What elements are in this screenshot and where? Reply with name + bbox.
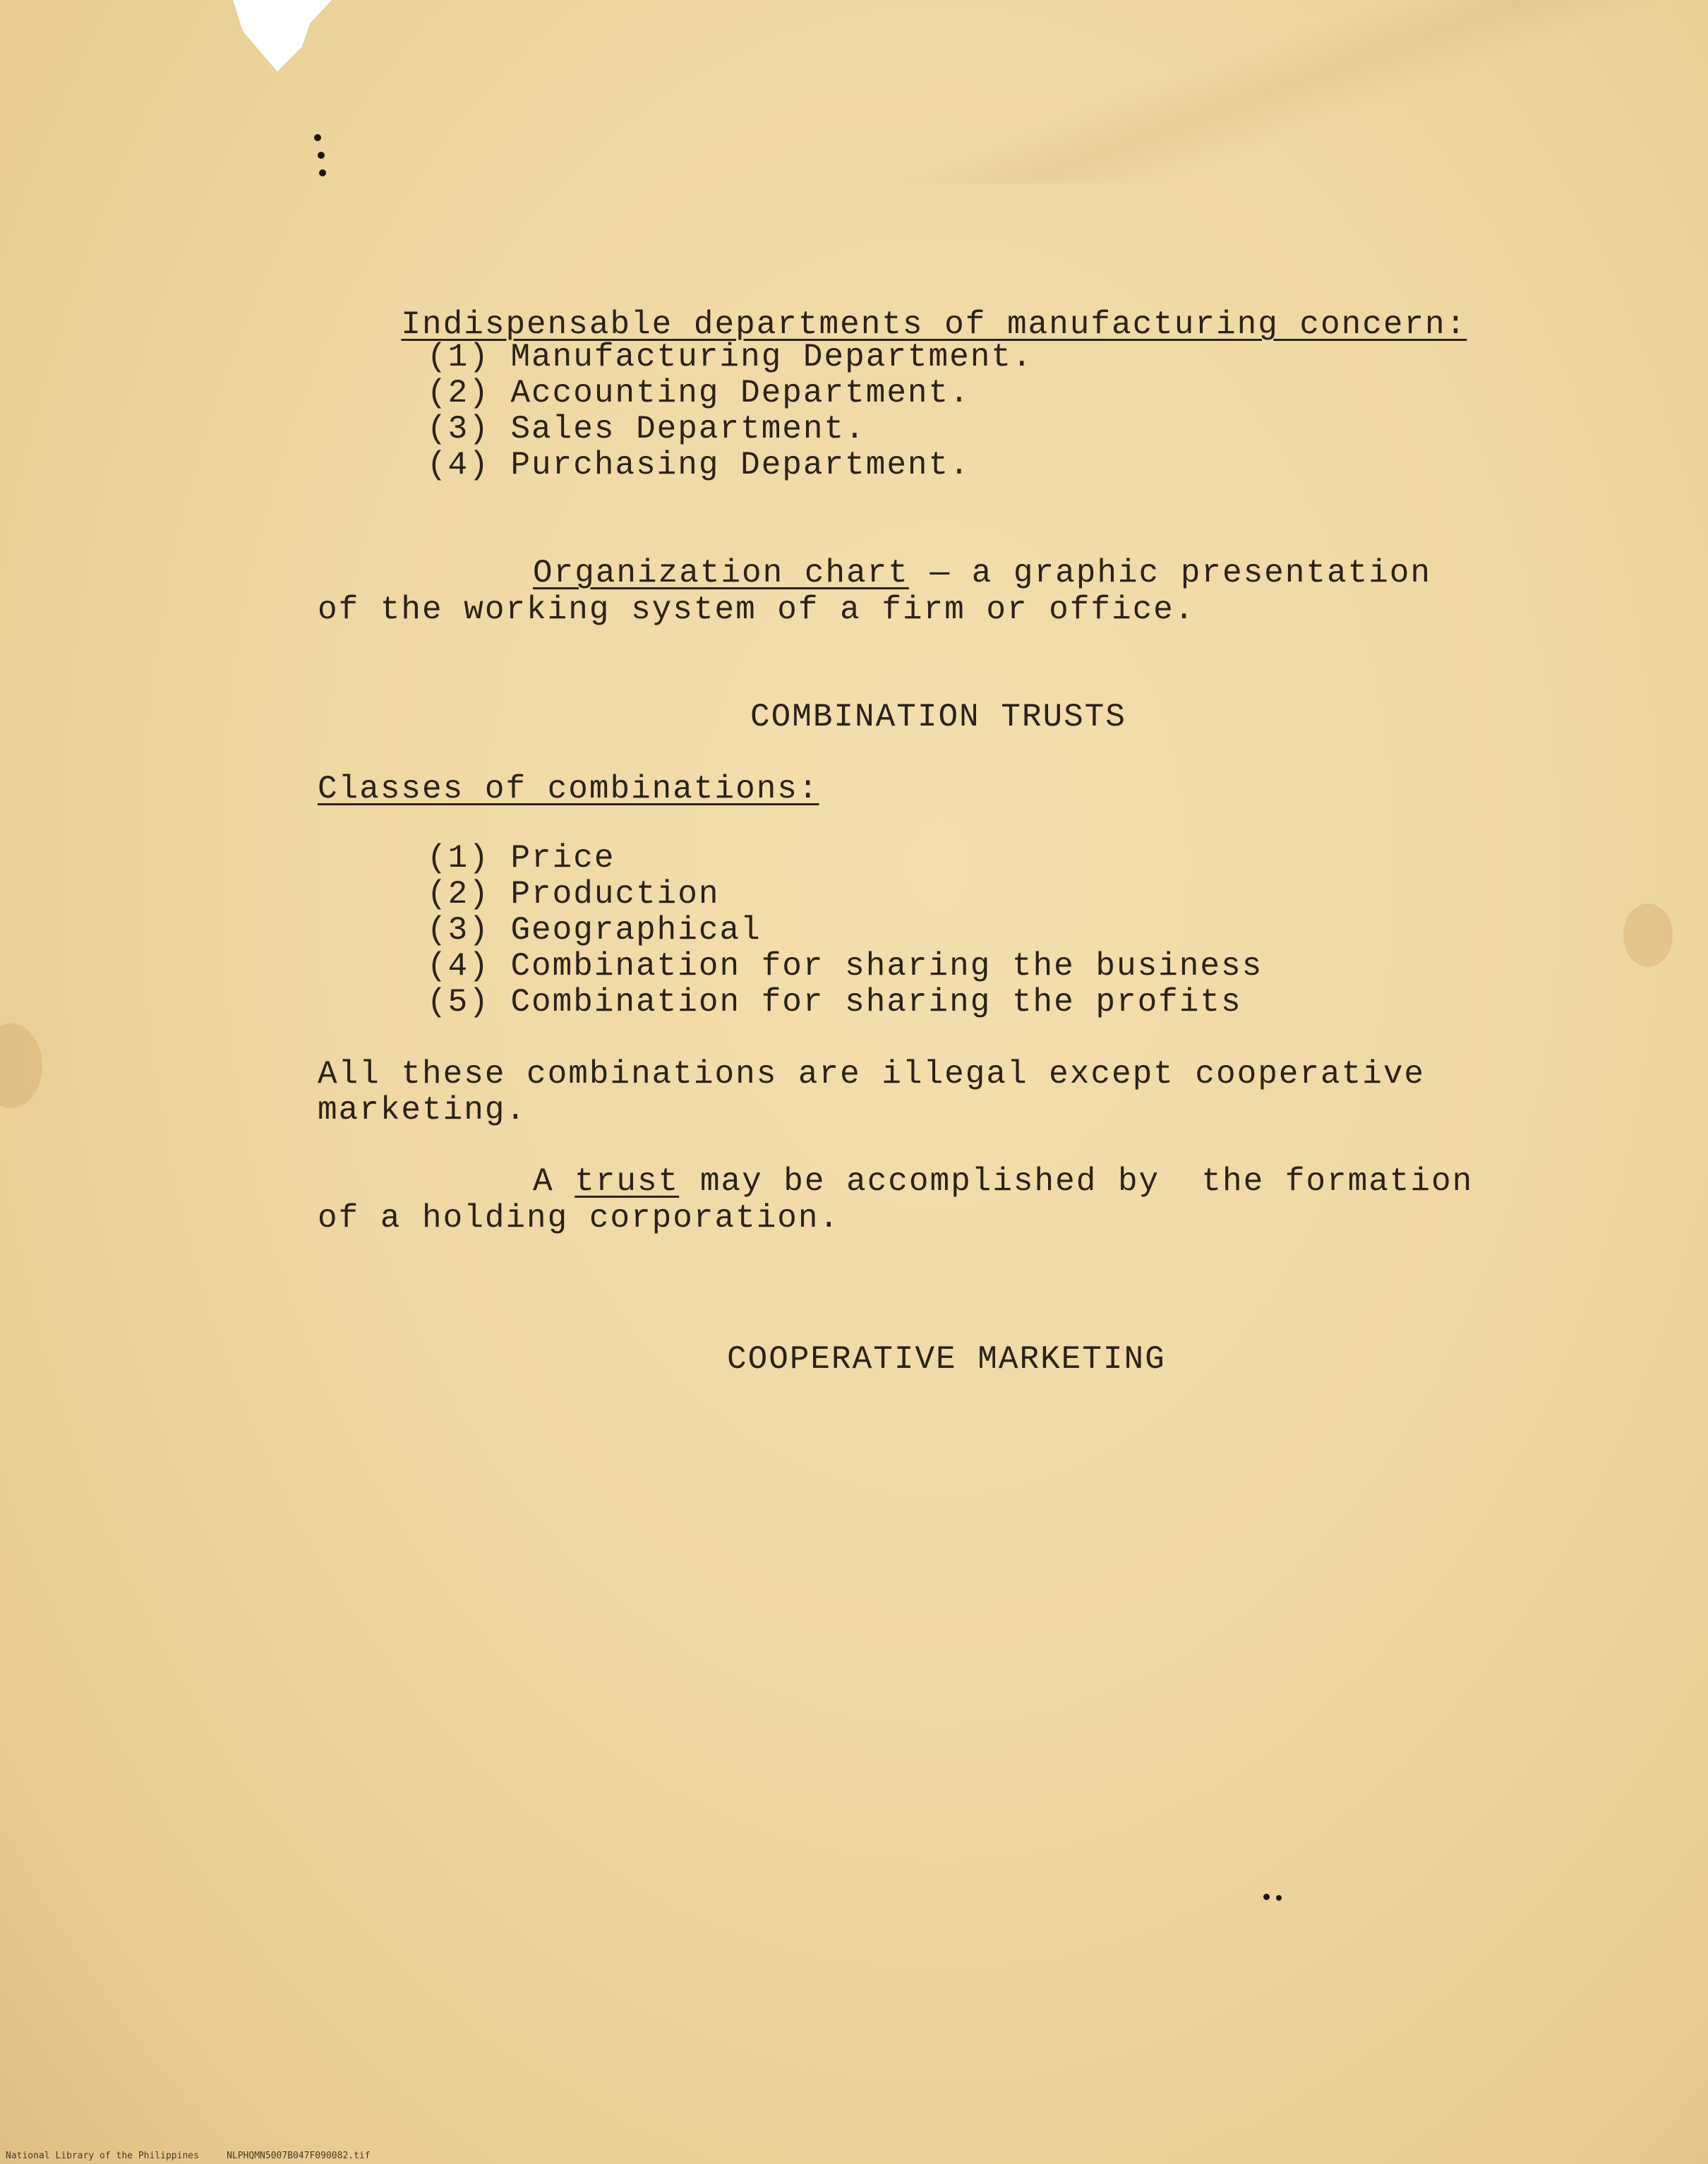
archive-footer (6, 2151, 371, 2161)
punch-mark (314, 134, 321, 141)
org-chart-line2-text: of the working system of a firm or office. (318, 591, 1196, 628)
list-text: Geographical (510, 912, 762, 949)
list-number: (1) (427, 339, 490, 375)
list-number: (2) (427, 375, 490, 411)
list-text: Production (510, 876, 720, 913)
heading-combinations-text: Classes of combinations: (318, 771, 819, 807)
list-item (427, 948, 1263, 985)
list-item (427, 984, 1242, 1021)
footer-file: NLPHQMN5007B047F090082.tif (227, 2151, 371, 2161)
combination-trusts-title-text: COMBINATION TRUSTS (750, 699, 1126, 735)
list-item (427, 339, 1033, 375)
trust-line2 (318, 1200, 840, 1237)
list-text: Price (510, 840, 615, 877)
list-item (427, 411, 866, 447)
list-item (427, 840, 615, 877)
list-text: Sales Department. (510, 411, 866, 447)
list-number: (2) (427, 876, 490, 913)
trust-pre: A (533, 1163, 575, 1200)
trust-line2-text: of a holding corporation. (318, 1200, 841, 1237)
list-number: (3) (427, 411, 490, 447)
list-number: (3) (427, 912, 490, 949)
list-text: Accounting Department. (510, 375, 970, 411)
list-text: Purchasing Department. (510, 447, 970, 483)
illegal-line2: marketing. (318, 1092, 527, 1129)
cooperative-title-text: COOPERATIVE MARKETING (727, 1341, 1166, 1378)
heading-departments-text: Indispensable departments of manufacturing concern: (401, 306, 1467, 343)
punch-mark (318, 152, 325, 159)
torn-corner (233, 0, 332, 78)
heading-combinations (318, 771, 819, 807)
trust-term: trust (575, 1163, 680, 1200)
paper-stain (0, 1023, 42, 1108)
list-item (427, 447, 970, 483)
trust-rest: may be accomplished by the formation (679, 1163, 1474, 1200)
illegal-statement (318, 1056, 1425, 1093)
section-title-combination-trusts (750, 699, 1126, 735)
list-number: (4) (427, 447, 490, 483)
list-text: Manufacturing Department. (510, 339, 1033, 375)
list-item (427, 375, 970, 411)
footer-library: National Library of the Philippines (6, 2151, 199, 2161)
illegal-statement-line2 (318, 1092, 527, 1129)
list-item (427, 876, 719, 913)
section-title-cooperative-marketing (727, 1341, 1166, 1378)
illegal-line1: All these combinations are illegal except cooperative (318, 1056, 1426, 1093)
paper-stain (1623, 903, 1673, 967)
org-chart-line2 (318, 591, 1195, 628)
punch-mark (319, 169, 326, 176)
org-chart-term: Organization chart (533, 555, 909, 591)
list-number: (5) (427, 984, 490, 1021)
list-text: Combination for sharing the profits (510, 984, 1242, 1021)
org-chart-rest: — a graphic presentation (908, 555, 1432, 591)
paper-fold (833, 0, 1708, 184)
list-number: (4) (427, 948, 490, 985)
org-chart-definition (533, 555, 1431, 591)
ink-dot (1263, 1894, 1270, 1900)
list-item (427, 912, 762, 949)
list-number: (1) (427, 840, 490, 877)
ink-dot (1276, 1895, 1282, 1901)
trust-definition (533, 1163, 1473, 1200)
list-text: Combination for sharing the business (510, 948, 1263, 985)
